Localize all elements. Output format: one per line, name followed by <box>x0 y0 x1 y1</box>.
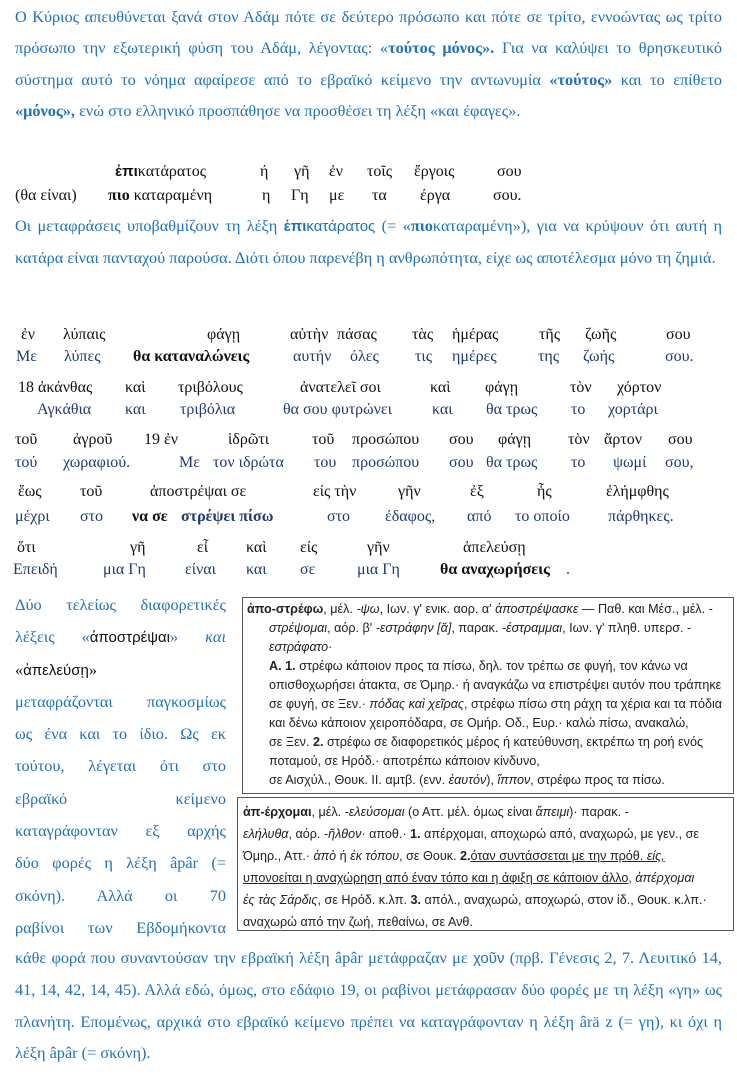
greek-word: αὐτὴν <box>290 326 329 343</box>
translation-word: θα σου φυτρώνει <box>283 401 392 418</box>
translation-word: αυτήν <box>293 348 332 365</box>
greek-word: ὅτι <box>17 539 36 556</box>
translation-word: τού <box>15 454 38 471</box>
greek-word: χόρτον <box>617 379 662 396</box>
translation-word: ψωμί <box>613 454 647 471</box>
greek-word: τὸν <box>568 431 590 448</box>
translation-word: έδαφος, <box>385 508 436 525</box>
greek-word: πάσας <box>337 326 377 343</box>
greek-word: γῆ <box>130 539 146 556</box>
greek-word: τοῖς <box>367 163 393 180</box>
greek-word: ἄρτον <box>604 431 643 448</box>
translation-word: είναι <box>185 561 216 578</box>
translation-word: χορτάρι <box>608 401 658 418</box>
translation-word: της <box>538 348 560 365</box>
translation-word: σου. <box>493 187 522 204</box>
translation-word: (θα είναι) <box>15 187 77 204</box>
translation-word: μια Γη <box>103 561 146 578</box>
greek-word: τῆς <box>539 326 561 343</box>
translation-word: τις <box>415 348 433 365</box>
translation-word: ζωής <box>583 348 615 365</box>
greek-word: τριβόλους <box>178 379 243 396</box>
greek-word: ἕως <box>18 483 42 500</box>
dictionary-entry-aperchomai: ἀπ-έρχομαι, μέλ. -ελεύσομαι (ο Αττ. μέλ. όμως είναι ἄπειμι)· παρακ. - ελήλυθα, αόρ. -ῆλθον· αποθ.· 1. απέρχομαι, αποχωρώ από, αναχωρώ, με γεν., σε Όμηρ., Αττ.· ἀπὸ ή ἐκ τόπου, σε Θουκ. 2.όταν συντάσσεται με την πρόθ. είς, υπονοείται η αναχώρηση από έναν τόπο και η άφιξη σε κάποιον άλλο, ἀπέρχομαι ἐς τὰς Σάρδις, σε Ηρόδ. κ.λπ. 3. απόλ., αναχωρώ, αποχωρώ, στον ίδ., Θουκ. κ.λπ.· αναχωρώ από την ζωή, πεθαίνω, σε Ανθ. <box>237 797 734 931</box>
greek-word: είς τὴν <box>313 483 357 500</box>
greek-word: φάγῃ <box>498 431 532 448</box>
greek-word: ἀπελεύσῃ <box>463 539 526 556</box>
greek-word: τοῦ <box>15 431 38 448</box>
translation-word: να σε <box>132 508 168 525</box>
greek-word: ἧς <box>537 483 552 500</box>
greek-word: 18 ἀκάνθας <box>18 379 93 396</box>
translation-word: ημέρες <box>452 348 497 365</box>
greek-word: φάγῃ <box>485 379 519 396</box>
translation-word: και <box>246 561 267 578</box>
translation-word: μέχρι <box>15 508 50 525</box>
translation-word: σου. <box>665 348 694 365</box>
closing-paragraph: κάθε φορά που συναντούσαν την εβραϊκή λέξη âpâr μετάφραζαν με χοῦν (πρβ. Γένεσις 2, 7. Λευιτικό 14, 41, 14, 42, 14, 45). Αλλά εδώ, όμως, στο εδάφιο 19, οι ραβίνοι μετάφρασαν δύο φορές με τη λέξη «γη» ως πλανήτη. Επομένως, αρχικά στο εβραϊκό κείμενο πρέπει να καταγράφονταν η λέξη ârä z (= γη), κι όχι η λέξη âpâr (= σκόνη). <box>15 948 722 1062</box>
translation-word: λύπες <box>64 348 101 365</box>
greek-word: ἐν <box>329 163 343 180</box>
translation-word: χωραφιού. <box>63 454 131 471</box>
translation-word: η <box>262 187 271 204</box>
translation-word: Με <box>16 348 37 365</box>
greek-word: γῆν <box>398 483 421 500</box>
side-paragraph: Δύο τελείως διαφορετικές λέξεις «ἀποστρέψαι» και «ἀπελεύσῃ» μεταφράζονται παγκοσμίως ως ένα και το ίδιο. Ως εκ τούτου, λέγεται ότι στο εβραϊκό κείμενο καταγράφονταν εξ αρχής δύο φορές η λέξη âpâr (= σκόνη). Αλλά οι 70 ραβίνοι των Εβδομήκοντα <box>15 595 226 937</box>
greek-word: σου <box>449 431 474 448</box>
greek-word: τοῦ <box>312 431 335 448</box>
greek-word: φάγῃ <box>207 326 241 343</box>
translation-word: σου <box>449 454 474 471</box>
translation-word: θα τρως <box>486 454 538 471</box>
translation-word: μια Γη <box>357 561 400 578</box>
translation-word: έργα <box>420 187 451 204</box>
translation-word: θα καταναλώνεις <box>133 348 250 365</box>
greek-word: είς <box>300 539 318 556</box>
translation-word: Επειδή <box>13 561 58 578</box>
greek-word: σου <box>668 431 693 448</box>
translation-word: σου, <box>665 454 694 471</box>
translation-word: το <box>571 454 586 471</box>
translation-word: το οποίο <box>515 508 570 525</box>
greek-word: ἐν <box>21 326 35 343</box>
greek-word: τὸν <box>570 379 592 396</box>
greek-word: καὶ <box>125 379 146 396</box>
translation-word: από <box>467 508 492 525</box>
translation-word: και <box>432 401 453 418</box>
translation-word: σε <box>300 561 316 578</box>
translation-word: τριβόλια <box>180 401 236 418</box>
greek-word: γῆν <box>367 539 390 556</box>
translation-word: στο <box>327 508 351 525</box>
greek-word: ἀγροῦ <box>73 431 113 448</box>
greek-word: καὶ <box>246 539 267 556</box>
translation-word: του <box>314 454 337 471</box>
greek-word: ζωῆς <box>585 326 617 343</box>
greek-word: εἶ <box>197 539 209 556</box>
greek-word: καὶ <box>430 379 451 396</box>
greek-word: ἐξ <box>470 483 484 500</box>
greek-word: ἀποστρέψαι σε <box>150 483 247 500</box>
translation-word: και <box>125 401 146 418</box>
translation-word: στο <box>80 508 104 525</box>
greek-word: σου <box>497 163 522 180</box>
explanation-paragraph: Οι μεταφράσεις υποβαθμίζουν τη λέξη ἐπικατάρατος (= «πιοκαταραμένη»), για να κρύψουν ότι αυτή η κατάρα είναι πανταχού παρούσα. Διότι όπου παρενέβη η ανθρωπότητα, είχε ως αποτέλεσμα μόνο τη ζημιά. <box>15 216 723 268</box>
translation-word: Γη <box>291 187 309 204</box>
greek-word: γῆ <box>294 163 310 180</box>
greek-word: σου <box>666 326 691 343</box>
translation-word: με <box>329 187 345 204</box>
greek-word: τὰς <box>412 326 434 343</box>
translation-word: στρέψει πίσω <box>181 508 274 525</box>
translation-word: όλες <box>350 348 379 365</box>
greek-word: ἐπικατάρατος <box>115 163 207 180</box>
translation-word: προσώπου <box>352 454 420 471</box>
greek-word: ἔργοις <box>414 163 455 180</box>
translation-word: πάρθηκες. <box>608 508 674 525</box>
translation-word: τα <box>372 187 387 204</box>
translation-word: πιο καταραμένη <box>108 187 213 204</box>
greek-word: 19 ἐν <box>144 431 178 448</box>
greek-word: ἡμέρας <box>452 326 499 343</box>
greek-word: ἱδρῶτι <box>228 431 270 448</box>
greek-word: ἐλήμφθης <box>606 483 669 500</box>
translation-word: θα αναχωρήσεις <box>440 561 550 578</box>
intro-paragraph: Ο Κύριος απευθύνεται ξανά στον Αδάμ πότε σε δεύτερο πρόσωπο και πότε σε τρίτο, εννοώντας ως τρίτο πρόσωπο την εξωτερική φύση του Αδάμ, λέγοντας: «τούτος μόνος». Για να καλύψει το θρησκευτικό σύστημα αυτό το νόημα αφαίρεσε από το εβραϊκό κείμενο την αντωνυμία «τούτος» και το επίθετο «μόνος», ενώ στο ελληνικό προσπάθησε να προσθέσει τη λέξη «και έφαγες». <box>15 7 723 120</box>
translation-word: το <box>571 401 586 418</box>
greek-word: λύπαις <box>63 326 106 343</box>
greek-word: ἀνατελεῖ σοι <box>300 379 381 396</box>
greek-word: τοῦ <box>80 483 103 500</box>
greek-word: ή <box>260 163 269 180</box>
translation-word: Αγκάθια <box>37 401 92 418</box>
dictionary-entry-apostrepho: ἀπο-στρέφω, μέλ. -ψω, Ιων. γ' ενικ. αορ. α' ἀποστρέψασκε — Παθ. και Μέσ., μέλ. - στρέψομαι, αόρ. β' -εστράφην [ᾰ], παρακ. -έστραμμαι, Ιων. γ' πληθ. υπερσ. - εστράφατο· Α. 1. στρέφω κάποιον προς τα πίσω, δηλ. τον τρέπω σε φυγή, τον κάνω να οπισθοχωρήσει άτακτα, σε Όμηρ.· ή αναγκάζω να επιστρέψει αυτόν που τράπηκε σε φυγή, σε Ξεν.· πόδας καὶ χεῖρας, στρέφω πίσω στη ράχη τα χέρια και τα πόδια και δένω κάποιον χειροπόδαρα, σε Ομήρ. Οδ., Ευρ.· καλώ πίσω, ανακαλώ, σε Ξεν. 2. στρέφω σε διαφορετικός μέρος ή κατεύθυνση, εκτρέπω τη ροή ενός ποταμού, σε Ηρόδ.· αποτρέπω κάποιον κίνδυνο, σε Αισχύλ., Θουκ. II. αμτβ. (ενν. ἑαυτόν), ἵππον, στρέφω προς τα πίσω. <box>242 597 734 794</box>
translation-word: . <box>566 561 570 578</box>
translation-word: τον ιδρώτα <box>213 454 284 471</box>
translation-word: θα τρως <box>486 401 538 418</box>
translation-word: Με <box>179 454 200 471</box>
greek-word: προσώπου <box>352 431 420 448</box>
